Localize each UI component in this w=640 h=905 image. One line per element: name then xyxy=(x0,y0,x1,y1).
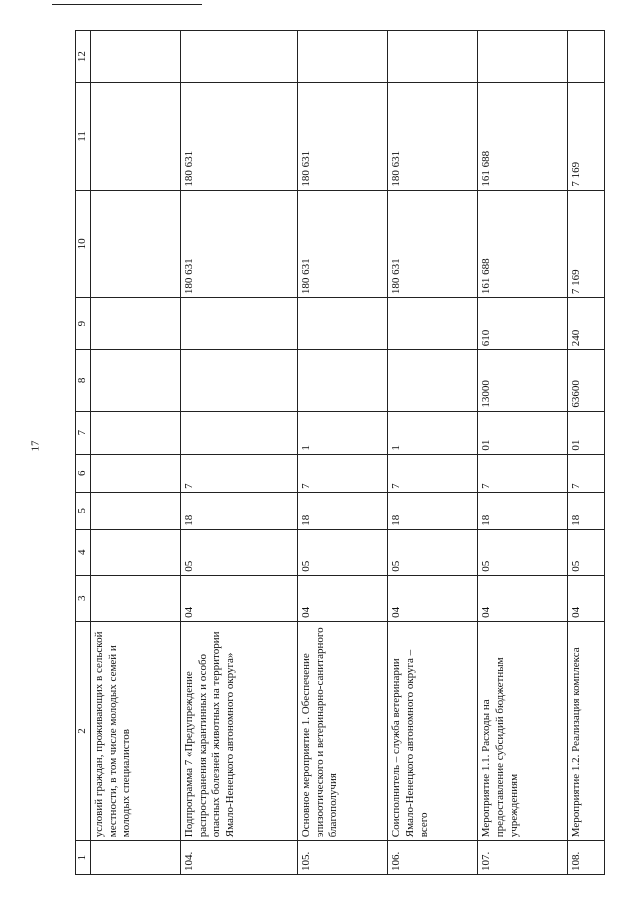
table-cell xyxy=(90,411,180,454)
table-cell xyxy=(90,190,180,297)
table-cell: 108. xyxy=(568,841,605,875)
table-cell: 180 631 xyxy=(388,190,478,297)
table-cell: 13000 xyxy=(478,350,568,411)
header-row xyxy=(76,31,91,875)
table-cell xyxy=(90,492,180,529)
table-cell: 05 xyxy=(478,529,568,575)
table-cell: 05 xyxy=(388,529,478,575)
top-rule xyxy=(52,4,202,5)
header-cell: 5 xyxy=(76,492,91,529)
header-cell: 8 xyxy=(76,350,91,411)
table-row xyxy=(90,31,180,875)
table-cell: 18 xyxy=(388,492,478,529)
table-cell: 1 xyxy=(388,411,478,454)
table-cell: 01 xyxy=(478,411,568,454)
table-cell: 180 631 xyxy=(180,190,297,297)
table-cell xyxy=(180,298,297,350)
rotated-table-wrapper xyxy=(75,30,605,875)
table-cell: 7 xyxy=(388,454,478,492)
table-cell: 161 688 xyxy=(478,83,568,190)
table-cell xyxy=(180,350,297,411)
table-cell: 05 xyxy=(297,529,387,575)
header-cell: 11 xyxy=(76,83,91,190)
header-cell: 4 xyxy=(76,529,91,575)
header-cell: 7 xyxy=(76,411,91,454)
table-cell: Соисполнитель – служба ветеринарии Ямало-Ненецкого автономного округа – всего xyxy=(388,621,478,840)
table-cell: 18 xyxy=(478,492,568,529)
table-cell: 107. xyxy=(478,841,568,875)
header-cell: 1 xyxy=(76,841,91,875)
header-cell: 9 xyxy=(76,298,91,350)
table-cell: 7 xyxy=(568,454,605,492)
table-cell: 7 169 xyxy=(568,83,605,190)
table-cell xyxy=(297,350,387,411)
table-row xyxy=(568,31,605,875)
table-cell: Мероприятие 1.2. Реализация комплекса xyxy=(568,621,605,840)
table-cell: Подпрограмма 7 «Предупреждение распространения карантинных и особо опасных болезней животных на территории Ямало-Ненецкого автономного округа» xyxy=(180,621,297,840)
table-row xyxy=(388,31,478,875)
header-cell: 10 xyxy=(76,190,91,297)
table-cell xyxy=(297,31,387,83)
table-cell: 04 xyxy=(297,575,387,621)
table-cell xyxy=(297,298,387,350)
table-cell xyxy=(90,31,180,83)
header-cell: 12 xyxy=(76,31,91,83)
table-cell: 180 631 xyxy=(388,83,478,190)
table-cell: 04 xyxy=(568,575,605,621)
table-cell: 180 631 xyxy=(297,190,387,297)
table-cell xyxy=(180,31,297,83)
table-cell: 01 xyxy=(568,411,605,454)
table-cell xyxy=(90,529,180,575)
table-cell: 63600 xyxy=(568,350,605,411)
table-cell: 180 631 xyxy=(297,83,387,190)
table-cell: 18 xyxy=(180,492,297,529)
table-cell: 18 xyxy=(297,492,387,529)
table-cell: 7 xyxy=(297,454,387,492)
table-row xyxy=(297,31,387,875)
table-cell: 18 xyxy=(568,492,605,529)
table-cell: 04 xyxy=(180,575,297,621)
budget-table xyxy=(75,30,605,875)
table-cell: Мероприятие 1.1. Расходы на предоставление субсидий бюджетным учреждениям xyxy=(478,621,568,840)
table-cell xyxy=(478,31,568,83)
table-cell: 05 xyxy=(568,529,605,575)
table-cell xyxy=(388,350,478,411)
table-cell xyxy=(388,298,478,350)
table-cell: 04 xyxy=(478,575,568,621)
table-cell: 04 xyxy=(388,575,478,621)
header-cell: 6 xyxy=(76,454,91,492)
table-cell: 7 xyxy=(478,454,568,492)
table-row xyxy=(180,31,297,875)
table-cell: 106. xyxy=(388,841,478,875)
table-cell: 7 xyxy=(180,454,297,492)
table-row xyxy=(478,31,568,875)
header-cell: 3 xyxy=(76,575,91,621)
table-cell: 180 631 xyxy=(180,83,297,190)
table-cell: 05 xyxy=(180,529,297,575)
table-cell xyxy=(568,31,605,83)
table-cell: 1 xyxy=(297,411,387,454)
table-cell: 104. xyxy=(180,841,297,875)
table-cell: 7 169 xyxy=(568,190,605,297)
table-cell xyxy=(90,298,180,350)
table-cell xyxy=(90,350,180,411)
table-cell xyxy=(388,31,478,83)
table-cell xyxy=(90,575,180,621)
table-cell xyxy=(90,454,180,492)
header-cell: 2 xyxy=(76,621,91,840)
table-cell xyxy=(90,83,180,190)
table-cell: 161 688 xyxy=(478,190,568,297)
table-cell: 240 xyxy=(568,298,605,350)
table-cell: условий граждан, проживающих в сельской местности, в том числе молодых семей и молодых специалистов xyxy=(90,621,180,840)
table-cell: 610 xyxy=(478,298,568,350)
table-cell xyxy=(180,411,297,454)
table-cell: 105. xyxy=(297,841,387,875)
table-cell: Основное мероприятие 1. Обеспечение эпизоотического и ветеринарно-санитарного благополучия xyxy=(297,621,387,840)
table-cell xyxy=(90,841,180,875)
page-number: 17 xyxy=(29,440,42,452)
